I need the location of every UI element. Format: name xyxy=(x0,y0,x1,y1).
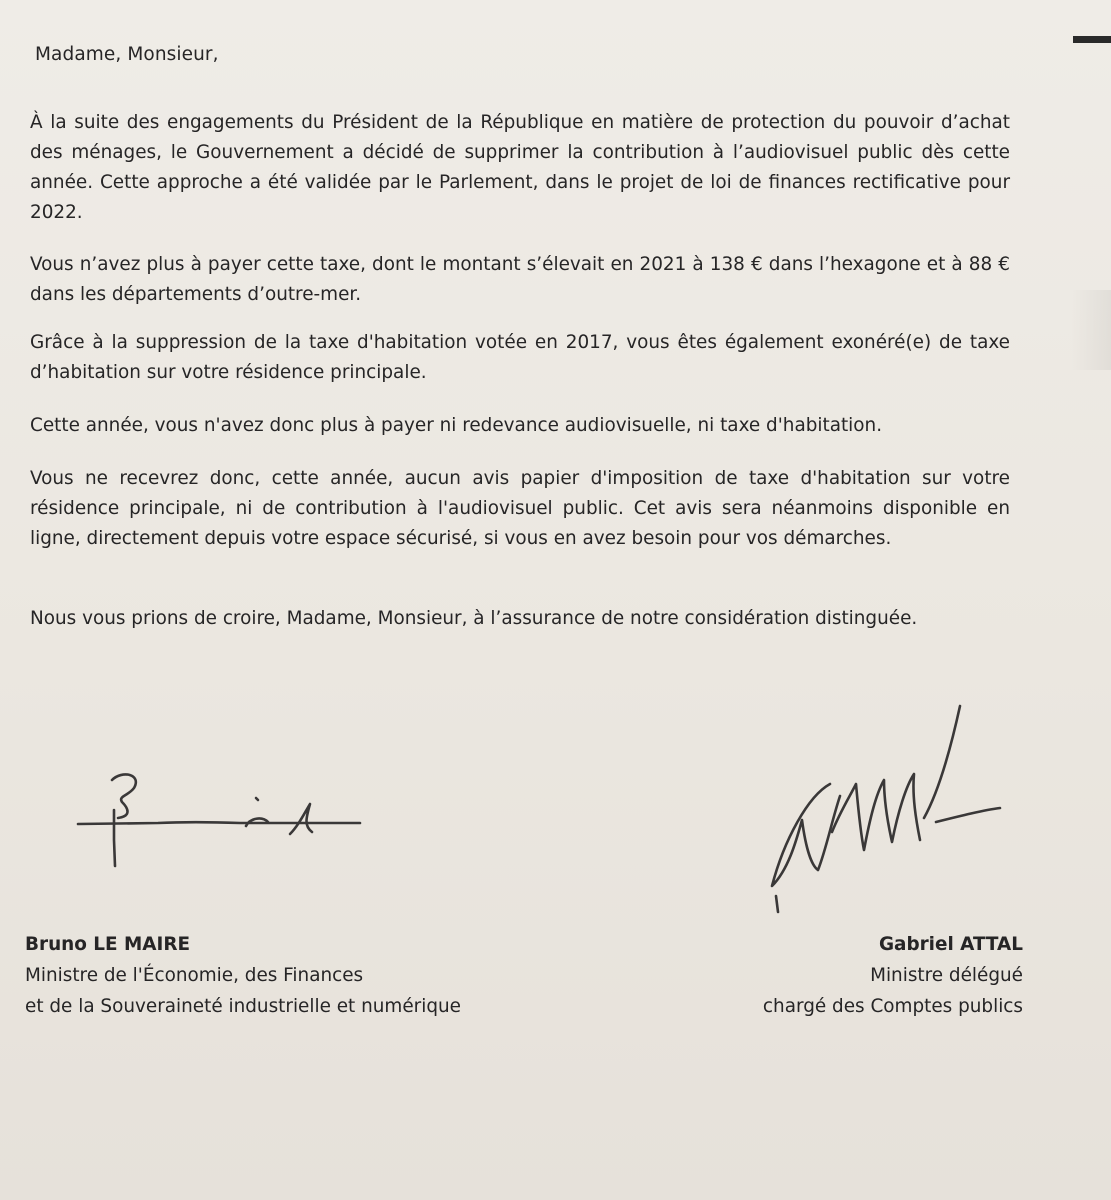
signature-right xyxy=(760,700,1010,920)
signature-left xyxy=(70,760,380,880)
paragraph-4: Cette année, vous n'avez donc plus à payer ni redevance audiovisuelle, ni taxe d'habitation. xyxy=(30,415,883,436)
paragraph-3: Grâce à la suppression de la taxe d'habitation votée en 2017, vous êtes également exonéré(e) de taxe d’habitation sur votre résidence principale. xyxy=(30,332,1010,383)
signatory-left xyxy=(25,929,461,1022)
signatory-left-title-2: et de la Souveraineté industrielle et numérique xyxy=(25,996,461,1017)
signatory-right-title-1: Ministre délégué xyxy=(870,965,1023,986)
paragraph-5: Vous ne recevrez donc, cette année, aucun avis papier d'imposition de taxe d'habitation sur votre résidence principale, ni de contribution à l'audiovisuel public. Cet avis sera néanmoins disponible en ligne, directement depuis votre espace sécurisé, si vous en avez besoin pour vos démarches. xyxy=(30,468,1010,549)
page-edge-mark xyxy=(1073,36,1111,43)
signatory-left-name: Bruno LE MAIRE xyxy=(25,934,191,955)
signatory-right xyxy=(763,929,1023,1022)
paragraph-1: À la suite des engagements du Président de la République en matière de protection du pouvoir d’achat des ménages, le Gouvernement a décidé de supprimer la contribution à l’audiovisuel public dès cette année. Cette approche a été validée par le Parlement, dans le projet de loi de finances rectificative pour 2022. xyxy=(30,112,1010,223)
signatory-right-name: Gabriel ATTAL xyxy=(878,934,1023,955)
paragraph-closing: Nous vous prions de croire, Madame, Monsieur, à l’assurance de notre considération distinguée. xyxy=(30,608,918,629)
paper-fold-shadow xyxy=(1071,290,1111,370)
signatory-left-title-1: Ministre de l'Économie, des Finances xyxy=(25,965,364,986)
salutation: Madame, Monsieur, xyxy=(35,44,219,65)
paragraph-2: Vous n’avez plus à payer cette taxe, dont le montant s’élevait en 2021 à 138 € dans l’hexagone et à 88 € dans les départements d’outre-mer. xyxy=(30,254,1010,305)
signatory-right-title-2: chargé des Comptes publics xyxy=(762,996,1023,1017)
